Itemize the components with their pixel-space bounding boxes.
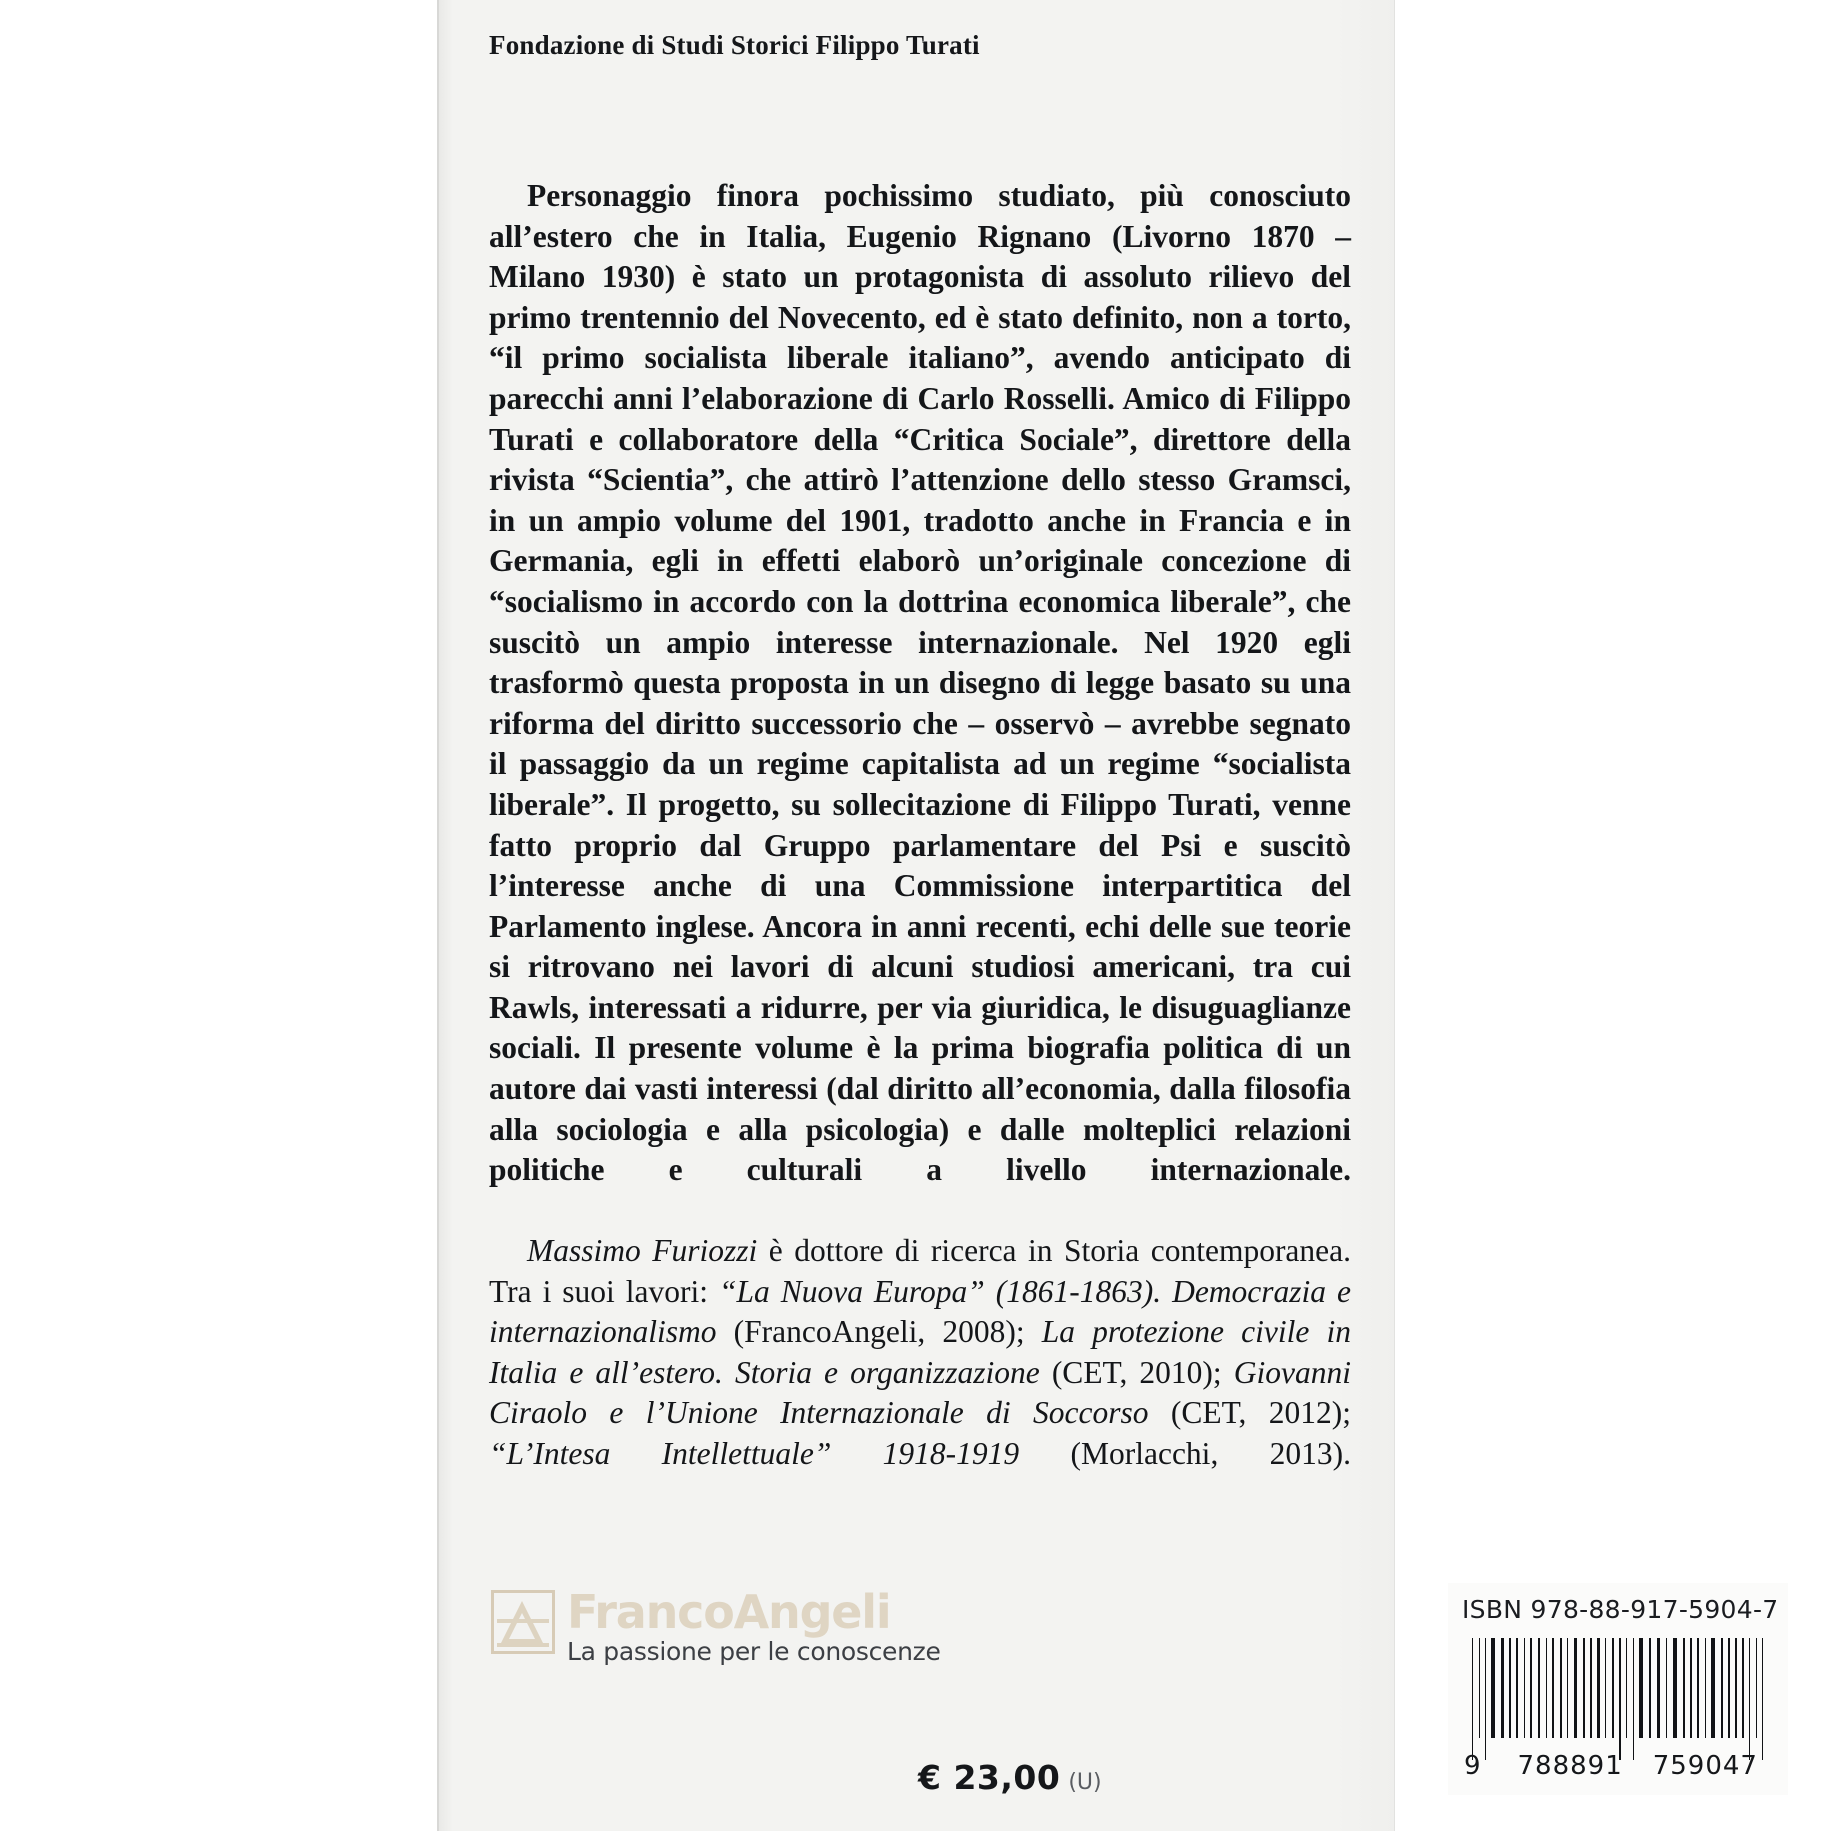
barcode-gap [1653,1638,1654,1738]
barcode-gap [1520,1638,1521,1738]
barcode-bar [1649,1638,1651,1738]
isbn-label: ISBN 978-88-917-5904-7 [1462,1595,1779,1624]
barcode-gap [1549,1638,1550,1738]
barcode-bar [1633,1638,1634,1760]
publisher-name: FrancoAngeli [567,1585,891,1639]
barcode-bar [1626,1638,1627,1738]
barcode-gap [1527,1638,1528,1738]
barcode-gap [1608,1638,1609,1738]
barcode-gap [1758,1638,1759,1738]
barcode-gap [1594,1638,1595,1738]
barcode-bar [1639,1638,1643,1738]
barcode-gap [1708,1638,1709,1738]
barcode-bar [1683,1638,1684,1738]
barcode-gap [1542,1638,1543,1738]
price-suffix: (U) [1068,1770,1102,1795]
barcode-gap [1636,1638,1637,1738]
barcode-gap [1513,1638,1514,1738]
bio-work-3-title: Giovanni Ciraolo e l’Unione Internazionale di Soccorso [489,1354,1351,1431]
bio-work-1-publisher: (FrancoAngeli, 2008); [716,1314,1042,1350]
barcode-bar [1530,1638,1532,1738]
barcode-bar [1612,1638,1614,1738]
barcode-gap [1645,1638,1647,1738]
barcode-gap [1732,1638,1733,1738]
barcode-bar [1690,1638,1692,1738]
barcode-bar [1697,1638,1699,1738]
barcode-gap [1739,1638,1740,1738]
barcode-bar [1552,1638,1554,1738]
barcode-check-digit: 9 [1464,1751,1482,1781]
barcode-bar [1749,1638,1750,1760]
barcode-bars [1472,1638,1768,1748]
barcode-bar [1491,1638,1495,1738]
barcode-gap [1564,1638,1565,1738]
barcode-bar [1735,1638,1737,1738]
barcode-bar [1673,1638,1678,1738]
barcode-bar [1546,1638,1547,1738]
barcode-bar [1516,1638,1518,1738]
blurb-paragraph: Personaggio finora pochissimo studiato, più conosciuto all’estero che in Italia, Eugenio Rignano (Livorno 1870 – Milano 1930) è stato un protagonista di assoluto rilievo del primo trentennio del Novecento, ed è stato definito, non a torto, “il primo socialista liberale italiano”, avendo anticipato di parecchi anni l’elaborazione di Carlo Rosselli. Amico di Filippo Turati e collaboratore della “Critica Sociale”, direttore della rivista “Scientia”, che attirò l’attenzione dello stesso Gramsci, in un ampio volume del 1901, tradotto anche in Francia e in Germania, egli in effetti elaborò un’originale concezione di “socialismo in accordo con la dottrina economica liberale”, che suscitò un ampio interesse internazionale. Nel 1920 egli trasformò questa proposta in un disegno di legge basato su una riforma del diritto successorio che – osservò – avrebbe segnato il passaggio da un regime capitalista ad un regime “socialista liberale”. Il progetto, su sollecitazione di Filippo Turati, venne fatto proprio dal Gruppo parlamentare del Psi e suscitò l’interesse anche di una Commissione interpartitica del Parlamento inglese. Ancora in anni recenti, echi delle sue teorie si ritrovano nei lavori di alcuni studiosi americani, tra cui Rawls, interessati a ridurre, per via giuridica, le disuguaglianze sociali. Il presente volume è la prima biografia politica di un autore dai vasti interessi (dal diritto all’economia, dalla filosofia alla sociologia e alla psicologia) e dalle molteplici relazioni politiche e culturali a livello internazionale. [489,178,1351,1188]
book-back-cover [437,0,1779,1831]
barcode-gap [1687,1638,1688,1738]
publisher-logo-row [491,1585,941,1666]
barcode-digits [1464,1751,1776,1781]
isbn-barcode-block [1448,1583,1788,1795]
barcode-gap [1475,1638,1476,1738]
barcode-bar [1560,1638,1562,1738]
publisher-logo-text [567,1585,941,1666]
barcode-bar [1509,1638,1510,1738]
bio-work-2-title: La protezione civile in Italia e all’estero. Storia e organizzazione [489,1314,1351,1390]
author-bio-section [489,1231,1351,1515]
barcode-bar [1762,1638,1763,1760]
price-block [918,1758,1102,1797]
barcode-bar [1742,1638,1743,1738]
publisher-logo [491,1585,941,1708]
bio-work-1-title: “La Nuova Europa” (1861-1863). Democrazia e internazionalismo [489,1273,1351,1350]
barcode-gap [1616,1638,1617,1738]
barcode-gap [1694,1638,1695,1738]
barcode-gap [1701,1638,1702,1738]
barcode-digit-group-2: 759047 [1652,1751,1758,1781]
barcode-gap [1746,1638,1747,1738]
barcode-bar [1666,1638,1667,1738]
barcode-bar [1567,1638,1568,1738]
barcode-bar [1472,1638,1473,1760]
barcode-gap [1725,1638,1726,1738]
barcode-gap [1534,1638,1535,1738]
barcode-gap [1556,1638,1557,1738]
barcode-bar [1524,1638,1525,1738]
bio-intro-text: è dottore di ricerca in Storia contemporanea. Tra i suoi lavori: [489,1233,1351,1309]
barcode-bar [1597,1638,1600,1738]
barcode-bar [1590,1638,1591,1738]
logo-triangle-inner-shape [509,1613,535,1639]
barcode-gap [1662,1638,1664,1738]
publisher-tagline: La passione per le conoscenze [567,1637,941,1666]
barcode-bar [1574,1638,1577,1738]
barcode-gap [1679,1638,1681,1738]
barcode-bar [1583,1638,1585,1738]
author-name: Massimo Furiozzi [527,1233,758,1268]
barcode-bar [1657,1638,1660,1738]
barcode-gap [1481,1638,1482,1738]
barcode-gap [1629,1638,1630,1738]
barcode-bar [1501,1638,1504,1738]
barcode-gap [1488,1638,1489,1738]
bio-work-3-publisher: (CET, 2012); [1148,1395,1352,1431]
barcode-bar [1756,1638,1757,1738]
barcode-bar [1721,1638,1723,1738]
barcode-gap [1497,1638,1499,1738]
barcode-gap [1587,1638,1588,1738]
series-imprint-line: Fondazione di Studi Storici Filippo Turati [489,30,980,60]
barcode-gap [1570,1638,1571,1738]
barcode-gap [1669,1638,1670,1738]
barcode-bar [1711,1638,1714,1738]
barcode-bar [1705,1638,1706,1738]
barcode-bar [1485,1638,1486,1760]
barcode-gap [1506,1638,1507,1738]
barcode-bar [1728,1638,1729,1738]
bio-work-4-publisher: (Morlacchi, 2013). [1019,1435,1351,1471]
barcode-gap [1602,1638,1603,1738]
bio-work-2-publisher: (CET, 2010); [1039,1354,1234,1390]
barcode-gap [1623,1638,1624,1738]
price-amount: € 23,00 [918,1758,1061,1797]
barcode-gap [1752,1638,1753,1738]
logo-crossbar-lower [497,1643,549,1647]
barcode-bar [1479,1638,1480,1738]
barcode-gap [1717,1638,1719,1738]
bio-work-4-title: “L’Intesa Intellettuale” 1918-1919 [489,1435,1020,1471]
barcode-digit-group-1: 788891 [1517,1751,1623,1781]
author-bio-paragraph [489,1231,1351,1515]
logo-crossbar-upper [497,1619,549,1623]
barcode-gap [1765,1638,1766,1738]
blurb-section [489,176,1351,1231]
franco-angeli-triangle-mark-icon [491,1590,555,1654]
barcode-bar [1605,1638,1606,1738]
barcode-bar [1538,1638,1541,1738]
barcode-gap [1579,1638,1581,1738]
barcode-bar [1619,1638,1620,1760]
